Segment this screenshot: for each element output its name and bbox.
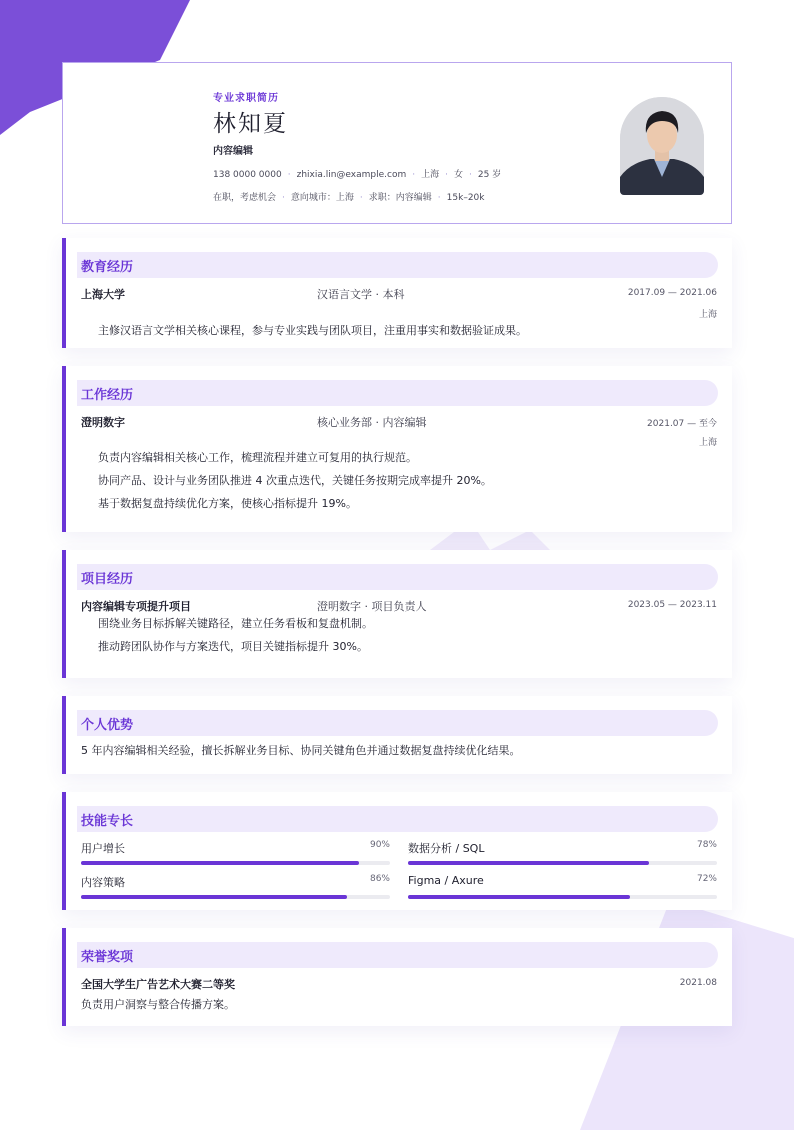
heading-text: 工作经历 (81, 388, 134, 403)
heading-text: 技能专长 (81, 814, 134, 829)
project-role: 澄明数字 · 项目负责人 (317, 600, 427, 613)
list-item: 围绕业务目标拆解关键路径，建立任务看板和复盘机制。 (98, 617, 373, 630)
list-item: 协同产品、设计与业务团队推进 4 次重点迭代，关键任务按期完成率提升 20%。 (98, 474, 492, 487)
skill-percent: 86% (369, 874, 390, 884)
section-strengths (62, 696, 732, 774)
eyebrow: 专业求职简历 (213, 93, 279, 104)
company: 澄明数字 (81, 416, 125, 429)
skill-bar-track (408, 895, 717, 899)
skill-label: Figma / Axure (408, 874, 484, 887)
section-project (62, 550, 732, 678)
list-item: 基于数据复盘持续优化方案，使核心指标提升 19%。 (98, 497, 357, 510)
contact-row: 138 0000 0000 · zhixia.lin@example.com · 上海 · 女 · 25 岁 (213, 170, 502, 180)
skill-label: 数据分析 / SQL (408, 842, 485, 855)
skill-label: 内容策略 (81, 876, 125, 889)
strengths-text: 5 年内容编辑相关经验，擅长拆解业务目标、协同关键角色并通过数据复盘持续优化结果。 (81, 744, 521, 757)
candidate-name: 林知夏 (213, 111, 288, 137)
gender: 女 (454, 170, 464, 180)
target-role: 求职：内容编辑 (368, 193, 432, 203)
salary: 15k–20k (446, 193, 485, 203)
section-skills (62, 792, 732, 910)
heading-text: 荣誉奖项 (81, 950, 134, 965)
location: 上海 (698, 438, 717, 448)
skill-bar-fill (81, 861, 359, 865)
avatar (620, 97, 704, 195)
skill-bar-track (81, 895, 390, 899)
resume-header (62, 62, 732, 224)
city: 上海 (421, 170, 440, 180)
candidate-title: 内容编辑 (213, 146, 253, 157)
date-range: 2023.05 — 2023.11 (627, 600, 717, 610)
target-city: 意向城市：上海 (290, 193, 354, 203)
skill-percent: 78% (696, 840, 717, 850)
honor-entry (81, 976, 717, 1016)
skill-bar-fill (81, 895, 347, 899)
skill-bar-fill (408, 895, 630, 899)
age: 25 岁 (477, 170, 502, 180)
heading-text: 教育经历 (81, 260, 134, 275)
section-education (62, 238, 732, 348)
department-role: 核心业务部 · 内容编辑 (317, 416, 427, 429)
list-item: 主修汉语言文学相关核心课程，参与专业实践与团队项目，注重用事实和数据验证成果。 (98, 324, 527, 337)
phone: 138 0000 0000 (213, 170, 282, 180)
skill-bar-track (81, 861, 390, 865)
heading-text: 个人优势 (81, 718, 134, 733)
date-range: 2021.07 — 至今 (647, 419, 717, 429)
intent-row: 在职，考虑机会 · 意向城市：上海 · 求职：内容编辑 · 15k–20k (213, 193, 485, 203)
skill-bar-track (408, 861, 717, 865)
section-heading (77, 710, 718, 736)
list-item: 推动跨团队协作与方案迭代，项目关键指标提升 30%。 (98, 640, 368, 653)
skill-bar-fill (408, 861, 649, 865)
resume (62, 62, 732, 1026)
education-entry (81, 286, 717, 358)
status: 在职，考虑机会 (213, 193, 277, 203)
skill-percent: 90% (369, 840, 390, 850)
major: 汉语言文学 · 本科 (317, 288, 405, 301)
section-heading (77, 252, 718, 278)
honor-title: 全国大学生广告艺术大赛二等奖 (81, 978, 235, 991)
section-heading (77, 942, 718, 968)
skill-label: 用户增长 (81, 842, 125, 855)
heading-text: 项目经历 (81, 572, 134, 587)
section-honors (62, 928, 732, 1026)
list-item: 负责内容编辑相关核心工作，梳理流程并建立可复用的执行规范。 (98, 451, 417, 464)
school: 上海大学 (81, 288, 125, 301)
section-heading (77, 806, 718, 832)
honor-date: 2021.08 (679, 978, 717, 988)
honor-desc: 负责用户洞察与整合传播方案。 (81, 998, 235, 1011)
work-entry (81, 414, 717, 534)
date-range: 2017.09 — 2021.06 (627, 288, 717, 298)
section-heading (77, 564, 718, 590)
section-heading (77, 380, 718, 406)
location: 上海 (698, 310, 717, 320)
email: zhixia.lin@example.com (296, 170, 407, 180)
skill-percent: 72% (696, 874, 717, 884)
skills-grid (81, 840, 717, 904)
project-name: 内容编辑专项提升项目 (81, 600, 191, 613)
section-work (62, 366, 732, 532)
project-entry (81, 598, 717, 678)
